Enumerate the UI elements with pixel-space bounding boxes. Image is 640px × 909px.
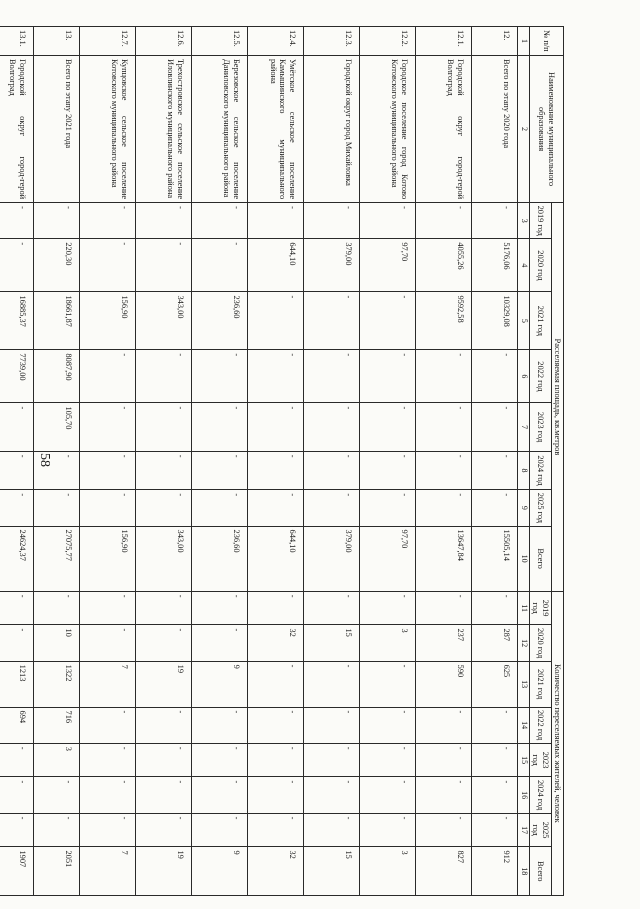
people-cell: 15	[303, 847, 359, 896]
header-people-year: 2020 год	[529, 625, 551, 661]
header-people-year: 2023 год	[529, 743, 551, 777]
header-people-year: 2021 год	[529, 661, 551, 707]
people-cell: -	[415, 813, 471, 847]
area-cell: -	[247, 490, 303, 526]
area-cell: -	[135, 403, 191, 451]
area-cell: 379,00	[303, 239, 359, 292]
municipality-name: Городской округ город Михайловка	[303, 55, 359, 202]
table-row	[359, 27, 415, 896]
people-cell: 1213	[0, 661, 33, 707]
area-cell: -	[415, 490, 471, 526]
row-number: 12.3.	[303, 27, 359, 56]
row-number: 12.2.	[359, 27, 415, 56]
area-cell: -	[303, 403, 359, 451]
header-area-year: 2021 год	[529, 292, 551, 350]
people-cell: -	[79, 743, 135, 777]
area-cell: 16885,37	[0, 292, 33, 350]
area-cell: 15505,14	[471, 526, 517, 591]
people-cell: 19	[135, 847, 191, 896]
people-cell: -	[0, 813, 33, 847]
area-cell: 343,00	[135, 292, 191, 350]
row-number: 12.7.	[79, 27, 135, 56]
area-cell: -	[0, 239, 33, 292]
col-number: 15	[517, 743, 529, 777]
people-cell: 694	[0, 707, 33, 743]
row-number: 12.	[471, 27, 517, 56]
col-number: 17	[517, 813, 529, 847]
municipality-name: Березовское сельское поселение Даниловского муниципального района	[191, 55, 247, 202]
people-cell: 32	[247, 625, 303, 661]
people-cell: -	[79, 813, 135, 847]
area-cell: 236,60	[191, 292, 247, 350]
people-cell: -	[79, 777, 135, 813]
area-cell: -	[135, 239, 191, 292]
people-cell: -	[471, 707, 517, 743]
people-cell: -	[471, 813, 517, 847]
header-area-year: 2025 год	[529, 490, 551, 526]
area-cell: -	[471, 350, 517, 403]
area-cell: 4055,26	[415, 239, 471, 292]
area-cell: 156,90	[79, 292, 135, 350]
people-cell: -	[191, 813, 247, 847]
area-cell: -	[135, 350, 191, 403]
area-cell: -	[191, 451, 247, 490]
people-cell: -	[471, 743, 517, 777]
area-cell: -	[79, 490, 135, 526]
area-cell: -	[79, 451, 135, 490]
people-cell: -	[135, 813, 191, 847]
row-number: 13.1.	[0, 27, 33, 56]
area-cell: -	[0, 490, 33, 526]
people-cell: 10	[33, 625, 79, 661]
people-cell: 9	[191, 661, 247, 707]
people-cell: -	[191, 591, 247, 625]
area-cell: -	[471, 451, 517, 490]
col-number: 6	[517, 350, 529, 403]
table-row	[33, 27, 79, 896]
area-cell: -	[303, 350, 359, 403]
row-number: 12.4.	[247, 27, 303, 56]
people-cell: 9	[191, 847, 247, 896]
people-cell: -	[471, 591, 517, 625]
area-cell: -	[359, 203, 415, 239]
people-cell: -	[247, 591, 303, 625]
area-cell: 9592,58	[415, 292, 471, 350]
table-row	[415, 27, 471, 896]
area-cell: -	[303, 203, 359, 239]
people-cell: -	[415, 591, 471, 625]
col-number: 18	[517, 847, 529, 896]
people-cell: -	[33, 813, 79, 847]
people-cell: -	[359, 777, 415, 813]
people-cell: -	[303, 591, 359, 625]
area-cell: -	[247, 292, 303, 350]
municipality-name: Купцовское сельское поселение Котовского муниципального района	[79, 55, 135, 202]
header-area-year: 2019 год	[529, 203, 551, 239]
col-number: 4	[517, 239, 529, 292]
municipality-name: Трехостровское сельское поселение Иловлинского муниципального района	[135, 55, 191, 202]
area-cell: -	[471, 490, 517, 526]
area-cell: -	[79, 403, 135, 451]
area-cell: -	[471, 403, 517, 451]
people-cell: -	[0, 591, 33, 625]
people-cell: -	[415, 707, 471, 743]
area-cell: 97,70	[359, 526, 415, 591]
municipality-name: Умётское сельское поселение Камышинского муниципального района	[247, 55, 303, 202]
area-cell: 13647,84	[415, 526, 471, 591]
area-cell: 7739,00	[0, 350, 33, 403]
people-cell: -	[135, 707, 191, 743]
table-row	[135, 27, 191, 896]
people-cell: 32	[247, 847, 303, 896]
header-area-total: Всего	[529, 526, 551, 591]
people-cell: 7	[79, 661, 135, 707]
people-cell: -	[79, 625, 135, 661]
area-cell: -	[79, 350, 135, 403]
area-cell: -	[0, 403, 33, 451]
area-cell: 343,00	[135, 526, 191, 591]
area-cell: 644,10	[247, 239, 303, 292]
area-cell: -	[359, 451, 415, 490]
people-cell: -	[191, 625, 247, 661]
area-cell: 379,00	[303, 526, 359, 591]
people-cell: -	[303, 661, 359, 707]
col-number: 7	[517, 403, 529, 451]
area-cell: 236,60	[191, 526, 247, 591]
people-cell: 3	[33, 743, 79, 777]
people-cell: -	[79, 707, 135, 743]
people-cell: -	[135, 743, 191, 777]
row-number: 12.1.	[415, 27, 471, 56]
table-row	[0, 27, 33, 896]
header-area-year: 2020 год	[529, 239, 551, 292]
people-cell: -	[359, 707, 415, 743]
table-row	[303, 27, 359, 896]
area-cell: 27075,77	[33, 526, 79, 591]
header-area-group: Расселяемая площадь, кв.метров	[551, 203, 563, 592]
area-cell: -	[0, 451, 33, 490]
people-cell: -	[359, 661, 415, 707]
area-cell: -	[79, 239, 135, 292]
area-cell: 220,30	[33, 239, 79, 292]
people-cell: 2051	[33, 847, 79, 896]
area-cell: 10329,08	[471, 292, 517, 350]
area-cell: -	[135, 203, 191, 239]
header-people-group: Количество переселяемых жителей, человек	[551, 591, 563, 895]
area-cell: -	[415, 203, 471, 239]
people-cell: -	[303, 777, 359, 813]
header-people-year: 2025 год	[529, 813, 551, 847]
area-cell: -	[191, 203, 247, 239]
area-cell: -	[359, 403, 415, 451]
people-cell: 1907	[0, 847, 33, 896]
area-cell: -	[191, 403, 247, 451]
col-number: 5	[517, 292, 529, 350]
municipality-name: Городской округ город-герой Волгоград	[415, 55, 471, 202]
people-cell: -	[135, 625, 191, 661]
col-number: 10	[517, 526, 529, 591]
area-cell: -	[359, 350, 415, 403]
people-cell: -	[0, 777, 33, 813]
people-cell: -	[247, 661, 303, 707]
area-cell: -	[33, 203, 79, 239]
municipality-name: Всего по этапу 2021 года	[33, 55, 79, 202]
area-cell: -	[303, 292, 359, 350]
people-cell: 287	[471, 625, 517, 661]
area-cell: -	[33, 451, 79, 490]
area-cell: 105,70	[33, 403, 79, 451]
people-cell: 15	[303, 625, 359, 661]
people-cell: 912	[471, 847, 517, 896]
people-cell: -	[247, 707, 303, 743]
row-number: 12.5.	[191, 27, 247, 56]
area-cell: -	[303, 451, 359, 490]
header-name: Наименование муниципального образования	[529, 55, 563, 202]
people-cell: -	[191, 777, 247, 813]
people-cell: 19	[135, 661, 191, 707]
table-row	[247, 27, 303, 896]
rotated-page-content	[8, 26, 564, 896]
header-people-total: Всего	[529, 847, 551, 896]
people-cell: -	[303, 813, 359, 847]
col-number: 12	[517, 625, 529, 661]
area-cell: -	[135, 451, 191, 490]
area-cell: -	[247, 203, 303, 239]
col-number: 13	[517, 661, 529, 707]
resettlement-table	[0, 26, 564, 896]
area-cell: -	[247, 350, 303, 403]
people-cell: -	[247, 813, 303, 847]
people-cell: -	[0, 625, 33, 661]
area-cell: 644,10	[247, 526, 303, 591]
people-cell: -	[191, 743, 247, 777]
people-cell: -	[247, 777, 303, 813]
area-cell: 18661,87	[33, 292, 79, 350]
area-cell: -	[415, 451, 471, 490]
municipality-name: Городской округ город-герой Волгоград	[0, 55, 33, 202]
table-row	[79, 27, 135, 896]
area-cell: 97,70	[359, 239, 415, 292]
people-cell: -	[0, 743, 33, 777]
col-number: 1	[517, 27, 529, 56]
area-cell: -	[303, 490, 359, 526]
people-cell: 827	[415, 847, 471, 896]
area-cell: -	[79, 203, 135, 239]
municipality-name: Всего по этапу 2020 года	[471, 55, 517, 202]
people-cell: -	[33, 591, 79, 625]
people-cell: -	[415, 743, 471, 777]
area-cell: -	[191, 490, 247, 526]
row-number: 12.6.	[135, 27, 191, 56]
header-num: № п/п	[529, 27, 563, 56]
table-row	[191, 27, 247, 896]
area-cell: -	[135, 490, 191, 526]
header-people-year: 2024 год	[529, 777, 551, 813]
header-people-year: 2022 год	[529, 707, 551, 743]
people-cell: 3	[359, 847, 415, 896]
people-cell: 1322	[33, 661, 79, 707]
area-cell: 156,90	[79, 526, 135, 591]
people-cell: -	[303, 743, 359, 777]
area-cell: 24624,37	[0, 526, 33, 591]
column-number-row	[517, 27, 529, 896]
people-cell: -	[135, 591, 191, 625]
header-area-year: 2023 год	[529, 403, 551, 451]
people-cell: 3	[359, 625, 415, 661]
area-cell: -	[415, 350, 471, 403]
col-number: 14	[517, 707, 529, 743]
area-cell: -	[191, 350, 247, 403]
people-cell: 625	[471, 661, 517, 707]
people-cell: -	[191, 707, 247, 743]
area-cell: -	[359, 292, 415, 350]
col-number: 9	[517, 490, 529, 526]
people-cell: -	[303, 707, 359, 743]
page-number: 58	[37, 453, 52, 467]
people-cell: -	[33, 777, 79, 813]
people-cell: -	[359, 591, 415, 625]
col-number: 11	[517, 591, 529, 625]
people-cell: 7	[79, 847, 135, 896]
people-cell: -	[415, 777, 471, 813]
area-cell: -	[247, 403, 303, 451]
table-body	[0, 27, 517, 896]
municipality-name: Городское поселение город Котово Котовского муниципального района	[359, 55, 415, 202]
col-number: 16	[517, 777, 529, 813]
header-people-year: 2019 год	[529, 591, 551, 625]
col-number: 3	[517, 203, 529, 239]
area-cell: -	[359, 490, 415, 526]
area-cell: -	[247, 451, 303, 490]
header-area-year: 2024 год	[529, 451, 551, 490]
area-cell: -	[471, 203, 517, 239]
people-cell: 716	[33, 707, 79, 743]
area-cell: -	[33, 490, 79, 526]
table-row	[471, 27, 517, 896]
area-cell: -	[0, 203, 33, 239]
people-cell: 590	[415, 661, 471, 707]
col-number: 2	[517, 55, 529, 202]
area-cell: 8087,90	[33, 350, 79, 403]
people-cell: 237	[415, 625, 471, 661]
people-cell: -	[359, 813, 415, 847]
header-area-year: 2022 год	[529, 350, 551, 403]
people-cell: -	[135, 777, 191, 813]
area-cell: -	[191, 239, 247, 292]
people-cell: -	[359, 743, 415, 777]
area-cell: 5176,06	[471, 239, 517, 292]
area-cell: -	[415, 403, 471, 451]
row-number: 13.	[33, 27, 79, 56]
people-cell: -	[79, 591, 135, 625]
people-cell: -	[471, 777, 517, 813]
col-number: 8	[517, 451, 529, 490]
people-cell: -	[247, 743, 303, 777]
